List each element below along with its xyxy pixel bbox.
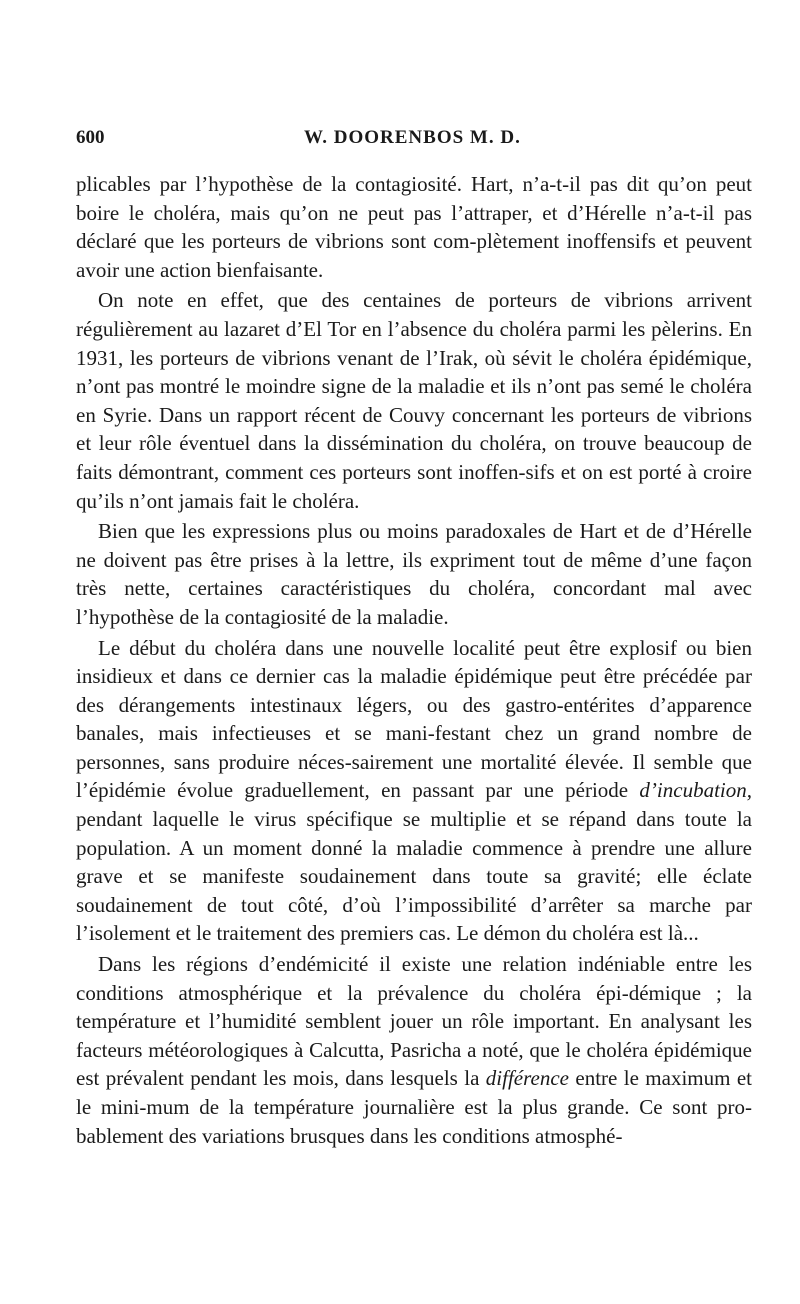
paragraph-porteurs-vibrions: On note en effet, que des centaines de porteurs de vibrions arrivent régulièrement au lazaret d’El Tor en l’absence du choléra parmi les pèlerins. En 1931, les porteurs de vibrions venant de l’Irak, où sévit le choléra épidémique, n’ont pas montré le moindre signe de la maladie et ils n’ont pas semé le choléra en Syrie. Dans un rapport récent de Couvy concernant les porteurs de vibrions et leur rôle éventuel dans la dissémination du choléra, on trouve beaucoup de faits démontrant, comment ces porteurs sont inoffen-sifs et on est porté à croire qu’ils n’ont jamais fait le choléra. (76, 288, 752, 513)
paragraph-text: Le début du choléra dans une nouvelle localité peut être explosif ou bien insidieux et dans ce dernier cas la maladie épidémique peut être précédée par des dérangements intestinaux légers, ou des gastro-entérites d’apparence banales, mais infectieuses et se mani-festant chez un grand nombre de personnes, sans produire néces-sairement une mortalité élevée. Il semble que l’épidémie évolue graduellement, en passant par une période (76, 635, 752, 803)
italic-term: différence (485, 1066, 569, 1091)
paragraph-debut-cholera (76, 634, 752, 949)
paragraph-regions-endemicite (76, 950, 752, 1150)
document-page (76, 124, 752, 1150)
page-number: 600 (76, 127, 105, 148)
running-header (76, 124, 752, 152)
paragraph-expressions-paradoxales: Bien que les expressions plus ou moins paradoxales de Hart et de d’Hérelle ne doivent pas être prises à la lettre, ils expriment tout de même d’une façon très nette, certaines caractéristiques du choléra, concordant mal avec l’hypothèse de la contagiosité de la maladie. (76, 519, 752, 629)
paragraph-text: pendant laquelle le virus spécifique se multiplie et se répand dans toute la population. A un moment donné la maladie commence à prendre une allure grave et se manifeste soudainement dans toute sa gravité; elle éclate soudainement de tout côté, d’où l’impossibilité d’arrêter sa marche par l’isolement et le traitement des premiers cas. Le démon du choléra est là... (76, 807, 752, 946)
paragraph-continuation: plicables par l’hypothèse de la contagiosité. Hart, n’a-t-il pas dit qu’on peut boire le choléra, mais qu’on ne peut pas l’attraper, et d’Hérelle n’a-t-il pas déclaré que les porteurs de vibrions sont com-plètement inoffensifs et peuvent avoir une action bienfaisante. (76, 172, 752, 282)
paragraph-text: entre le maximum et le mini-mum de la température journalière est la plus grande. Ce sont pro-bablement des variations brusques dans les conditions atmosphé- (76, 1066, 752, 1148)
italic-term: d’incubation, (639, 778, 752, 803)
paragraph-text: Dans les régions d’endémicité il existe une relation indéniable entre les conditions atmosphérique et la prévalence du choléra épi-démique ; la température et l’humidité semblent jouer un rôle important. En analysant les facteurs météorologiques à Calcutta, Pasricha a noté, que le choléra épidémique est prévalent pendant les mois, dans lesquels la (76, 952, 752, 1091)
running-title: W. DOORENBOS M. D. (304, 127, 521, 148)
